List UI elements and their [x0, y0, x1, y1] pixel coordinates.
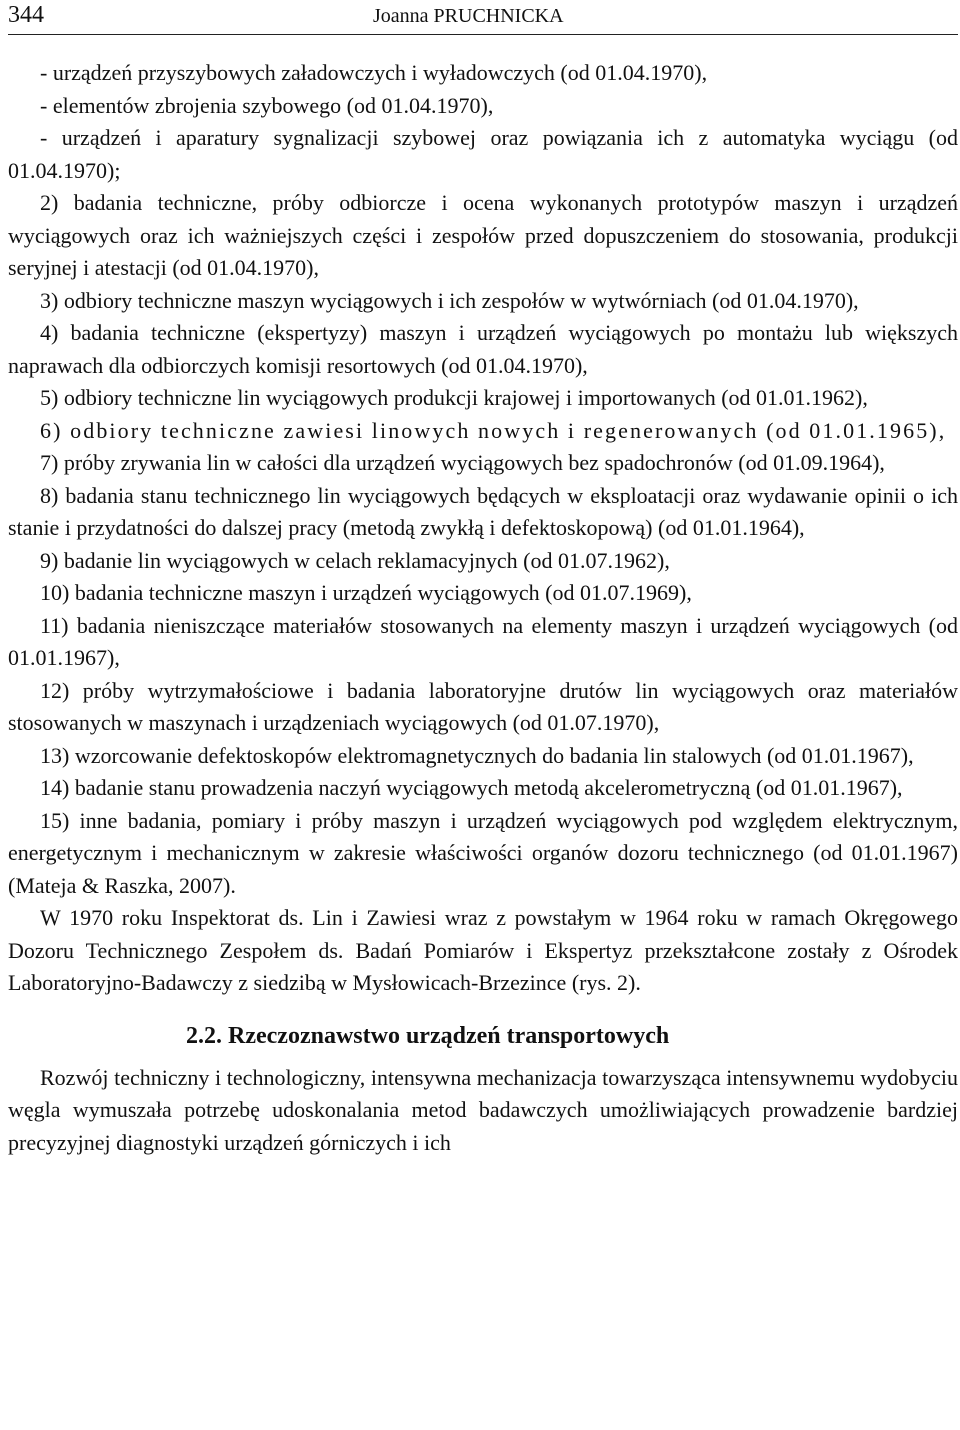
list-item: 4) badania techniczne (ekspertyzy) maszyn i urządzeń wyciągowych po montażu lub większych naprawach dla odbiorczych komisji resortowych (od 01.04.1970),	[8, 320, 958, 378]
page-number: 344	[8, 2, 44, 28]
list-item: 8) badania stanu technicznego lin wyciągowych będących w eksploatacji oraz wydawanie opinii o ich stanie i przydatności do dalszej pracy (metodą zwykłą i defektoskopową) (od 01.01.1964),	[8, 482, 958, 540]
list-item: - urządzeń przyszybowych załadowczych i wyładowczych (od 01.04.1970),	[40, 60, 708, 85]
page-header	[8, 0, 958, 35]
list-item: 15) inne badania, pomiary i próby maszyn i urządzeń wyciągowych pod względem elektrycznym, energetycznym i mechanicznym w zakresie właściwości organów dozoru technicznego (od 01.01.1967) (Mateja & Raszka, 2007).	[8, 807, 958, 898]
list-item: 14) badanie stanu prowadzenia naczyń wyciągowych metodą akcelerometryczną (od 01.01.1967),	[40, 775, 903, 800]
list-item: 10) badania techniczne maszyn i urządzeń wyciągowych (od 01.07.1969),	[40, 580, 692, 605]
list-item: 12) próby wytrzymałościowe i badania laboratoryjne drutów lin wyciągowych oraz materiałów stosowanych w maszynach i urządzeniach wyciągowych (od 01.07.1970),	[8, 677, 958, 735]
list-item: 6) odbiory techniczne zawiesi linowych nowych i regenerowanych (od 01.01.1965),	[40, 417, 947, 443]
list-item: 3) odbiory techniczne maszyn wyciągowych i ich zespołów w wytwórniach (od 01.04.1970),	[40, 287, 859, 313]
body-paragraph: Rozwój techniczny i technologiczny, intensywna mechanizacja towarzysząca intensywnemu wydobyciu węgla wymuszała potrzebę udoskonalania metod badawczych umożliwiających prowadzenie bardziej precyzyjnej diagnostyki urządzeń górniczych i ich	[8, 1064, 958, 1155]
running-head-author: Joanna PRUCHNICKA	[373, 5, 564, 27]
list-item: 9) badanie lin wyciągowych w celach reklamacyjnych (od 01.07.1962),	[40, 547, 670, 573]
list-item: 11) badania nieniszczące materiałów stosowanych na elementy maszyn i urządzeń wyciągowych (od 01.01.1967),	[8, 612, 958, 670]
document-page	[8, 0, 958, 1159]
list-item: 5) odbiory techniczne lin wyciągowych produkcji krajowej i importowanych (od 01.01.1962),	[40, 385, 868, 410]
list-item: - urządzeń i aparatury sygnalizacji szybowej oraz powiązania ich z automatyka wyciągu (od 01.04.1970);	[8, 125, 958, 183]
body-paragraph: W 1970 roku Inspektorat ds. Lin i Zawiesi wraz z powstałym w 1964 roku w ramach Okręgowego Dozoru Technicznego Zespołem ds. Badań Pomiarów i Ekspertyz przekształcone zostały z Ośrodek Laboratoryjno-Badawczy z siedzibą w Mysłowicach-Brzezince (rys. 2).	[8, 905, 958, 995]
body-text	[8, 57, 958, 1159]
list-item: 2) badania techniczne, próby odbiorcze i ocena wykonanych prototypów maszyn i urządzeń wyciągowych oraz ich ważniejszych części i zespołów przed dopuszczeniem do stosowania, produkcji seryjnej i atestacji (od 01.04.1970),	[8, 190, 958, 280]
section-heading: 2.2. Rzeczoznawstwo urządzeń transportowych	[186, 1022, 670, 1049]
list-item: 13) wzorcowanie defektoskopów elektromagnetycznych do badania lin stalowych (od 01.01.1967),	[40, 742, 914, 768]
list-item: - elementów zbrojenia szybowego (od 01.04.1970),	[40, 92, 494, 118]
list-item: 7) próby zrywania lin w całości dla urządzeń wyciągowych bez spadochronów (od 01.09.1964),	[40, 450, 885, 475]
